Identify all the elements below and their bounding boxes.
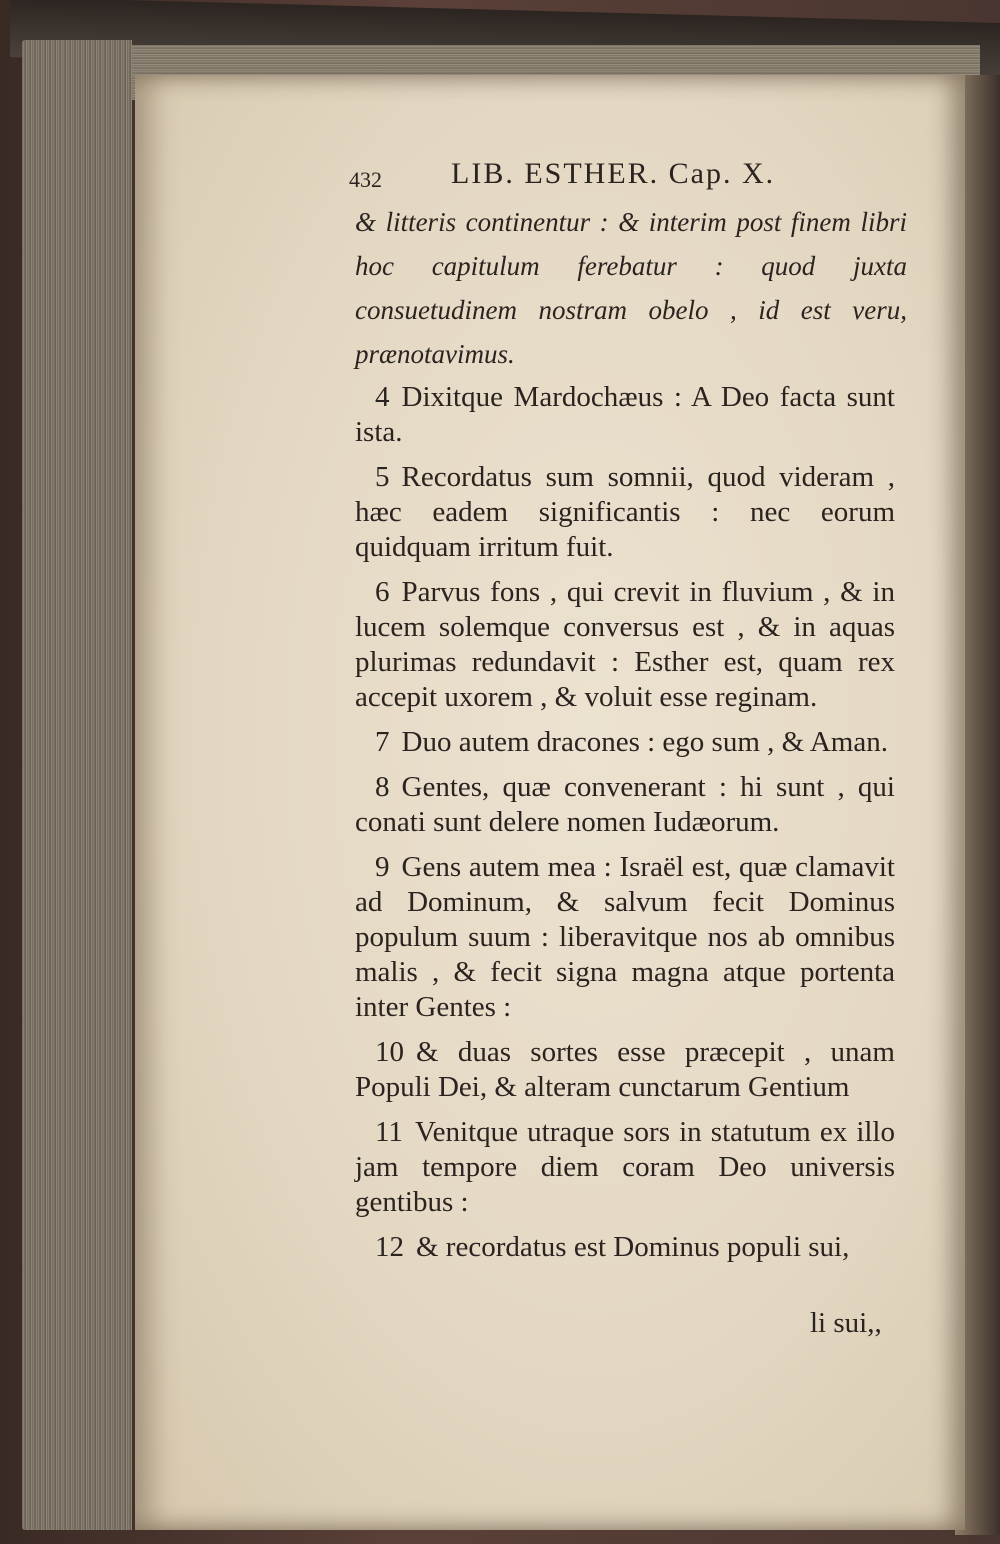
verse [355, 725, 895, 760]
verse-text: Dixitque Mardochæus : A Deo facta sunt ista. [355, 381, 895, 448]
verse-number: 5 [375, 461, 390, 493]
verse [355, 1035, 895, 1105]
verse [355, 770, 895, 840]
verse-number: 8 [375, 771, 390, 803]
verse-text: Gentes, quæ convenerant : hi sunt , qui conati sunt delere nomen Iudæorum. [355, 771, 895, 838]
verse [355, 1115, 895, 1220]
verse-number: 6 [375, 576, 390, 608]
verse-number: 10 [375, 1036, 404, 1068]
verse-number: 4 [375, 381, 390, 413]
running-header [349, 155, 915, 205]
verse-text: Parvus fons , qui crevit in fluvium , & in lucem solemque conversus est , & in aquas plurimas redundavit : Esther est, quam rex accepit uxorem , & voluit esse reginam. [355, 576, 895, 713]
verse-text: Duo autem dracones : ego sum , & Aman. [401, 726, 888, 758]
verse [355, 850, 895, 1025]
verse-number: 11 [375, 1116, 403, 1148]
verse-number: 12 [375, 1231, 404, 1263]
verse-text: & recordatus est Dominus populi sui, [416, 1231, 850, 1263]
verse-text: Venitque utraque sors in statutum ex illo jam tempore diem coram Deo universis gentibus : [355, 1116, 895, 1218]
verse-text: & duas sortes esse præcepit , unam Populi Dei, & alteram cunctarum Gentium [355, 1036, 895, 1103]
verse-list [355, 380, 895, 1275]
verse-number: 7 [375, 726, 390, 758]
verse-number: 9 [375, 851, 390, 883]
catchword: li sui,, [810, 1307, 882, 1339]
verse-text: Recordatus sum somnii, quod videram , hæc eadem significantis : nec eorum quidquam irritum fuit. [355, 461, 895, 563]
page-number: 432 [349, 167, 382, 192]
verse-text: Gens autem mea : Israël est, quæ clamavit ad Dominum, & salvum fecit Dominus populum suum : liberavitque nos ab omnibus malis , & fecit signa magna atque portenta inter Gentes : [355, 851, 895, 1023]
verse [355, 460, 895, 565]
verse [355, 575, 895, 715]
page-edges-left [22, 40, 132, 1530]
verse [355, 1230, 895, 1265]
editorial-note: & litteris continentur : & interim post finem libri hoc capitulum ferebatur : quod juxta consuetudinem nostram obelo , id est veru, prænotavimus. [355, 207, 907, 369]
running-title: LIB. ESTHER. Cap. X. [451, 157, 776, 190]
verse [355, 380, 895, 450]
